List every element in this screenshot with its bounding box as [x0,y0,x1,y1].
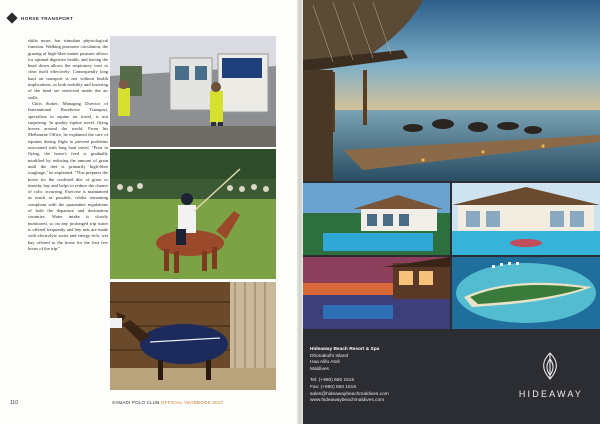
flame-logo-icon [537,351,563,381]
ad-hero-photo [303,0,600,181]
address-line: Dhonakulhi Island [310,353,349,359]
footer [10,400,290,410]
address-line: Maldives [310,366,329,372]
publication-accent: OFFICIAL YEARBOOK 2017 [160,400,224,405]
ad-photo-aerial-island [452,257,600,329]
phone-line: Tel: (+960) 650 1515 [310,378,355,384]
photo-polo-player [110,149,276,279]
website-link[interactable]: www.hideawaybeachmaldives.com [310,398,385,404]
article-paragraph: shifts more, but stimulate physiological function. Walking promotes circulation, the grazing of high-fibre matter pastures allows for optimal digestive health, and having the head down allows the respiratory tract to clear itself effectively. Consequently long haul air transport is not without health implications, so both mobility and lowering of the head are restricted inside the air stalls. [28,38,108,100]
article-paragraph: Chris Stoker, Managing Director of International Racehorse Transport, specialists in equine air travel, is not surprising. In quality equine travel, flying horses around the world. From his Melbourne Office, he explained the care of equines during flight to prevent problems associated with long haul travel. "Prior to flying, the horse's feed is gradually modified by reducing the amount of grain until the diet is primarily high-fibre roughage," he explained. "This prepares the horse for the confined diet of grass or timothy hay and helps to reduce the chance of colic occurring. Exercise is maintained as much as possible, whilst remaining compliant with the quarantine regulations of both the departure and destination countries. Water intake is closely monitored, so on any prolonged trip water is offered frequently and hay nets are made with electrolyte water and energy-rich, wet hay offered to the horse for the first few hours of the trip." [28,100,108,251]
fax-line: Fax: (+960) 650 1516 [310,384,357,390]
page-number: 110 [10,400,18,406]
advert-page [303,0,600,424]
resort-name: Hideaway Beach Resort & Spa [310,347,380,352]
hideaway-logo [509,347,593,407]
ad-photo-pool-terrace [452,183,600,255]
photo-horse-transport [110,36,276,147]
footer-publication [112,400,223,405]
photo-horse-blanket [110,282,276,390]
section-tag [8,14,73,22]
brand-wordmark: HIDEAWAY [518,389,584,399]
ad-photo-sunset-deck [303,257,450,329]
section-tag-label: HORSE TRANSPORT [21,15,74,21]
email-link[interactable]: sales@hideawaybeachmaldives.com [310,391,389,397]
section-marker-icon [6,12,17,23]
publication-name: SAMADI POLO CLUB [112,400,160,405]
ad-photo-villa-pool [303,183,450,255]
address-line: Haa Alifu Atoll [310,360,340,366]
article-body [28,38,108,252]
ad-contact-block [310,347,480,405]
